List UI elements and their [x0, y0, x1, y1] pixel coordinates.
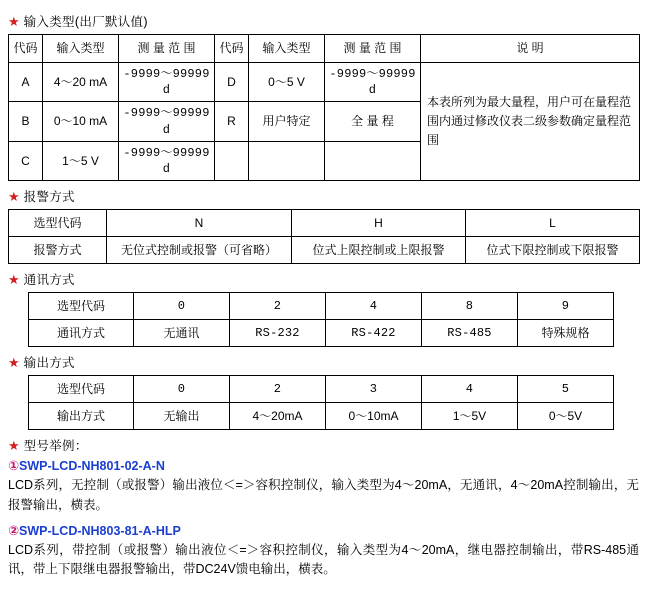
table-comm-mode: [28, 292, 614, 347]
cell-range-r: 全 量 程: [325, 102, 421, 141]
section-title-input-type: 输入类型(出厂默认值): [23, 15, 148, 29]
cell-code-b: B: [9, 102, 43, 141]
table-input-type: [8, 34, 640, 181]
cell-comm-2: RS-232: [230, 320, 326, 347]
section-title-output-mode: 输出方式: [23, 356, 75, 371]
cell-note: 本表所列为最大量程，用户可在量程范围内通过修改仪表二级参数确定量程范围: [421, 63, 640, 181]
cell-type-c: 1～5 V: [43, 141, 119, 180]
label-comm-mode: 通讯方式: [29, 320, 134, 347]
example-model-line-2: [8, 523, 641, 539]
table-row: [29, 293, 614, 320]
cell-alarm-n: 无位式控制或报警（可省略）: [107, 237, 292, 264]
table-alarm-mode: [8, 209, 640, 264]
cell-code-2: 2: [230, 293, 326, 320]
label-alarm-mode: 报警方式: [9, 237, 107, 264]
example-model-line-1: [8, 458, 641, 474]
cell-code-0: 0: [134, 376, 230, 403]
example-model-number-1: SWP-LCD-NH801-02-A-N: [19, 459, 165, 474]
cell-output-5: 0～5V: [518, 403, 614, 430]
table-header-row: [9, 35, 640, 63]
th-range-2: 测 量 范 围: [325, 35, 421, 63]
cell-range-d: -9999～99999d: [325, 63, 421, 102]
section-header-alarm-mode: [8, 187, 641, 205]
section-header-examples: [8, 436, 641, 454]
table-row: [9, 63, 640, 102]
table-row: [9, 210, 640, 237]
cell-empty-2: [249, 141, 325, 180]
cell-code-2: 2: [230, 376, 326, 403]
cell-type-b: 0～10 mA: [43, 102, 119, 141]
star-icon: ★: [8, 13, 20, 29]
star-icon: ★: [8, 437, 20, 453]
cell-output-3: 0～10mA: [326, 403, 422, 430]
star-icon: ★: [8, 271, 20, 287]
cell-code-4: 4: [422, 376, 518, 403]
cell-comm-4: RS-422: [326, 320, 422, 347]
section-header-comm-mode: [8, 270, 641, 288]
star-icon: ★: [8, 188, 20, 204]
label-select-code: 选型代码: [29, 293, 134, 320]
example-marker-1: ①: [8, 458, 20, 474]
cell-output-0: 无输出: [134, 403, 230, 430]
cell-range-a: -9999～99999d: [119, 63, 215, 102]
cell-code-4: 4: [326, 293, 422, 320]
section-title-alarm-mode: 报警方式: [23, 190, 75, 205]
cell-code-c: C: [9, 141, 43, 180]
table-row: [29, 403, 614, 430]
th-input-type-2: 输入类型: [249, 35, 325, 63]
section-header-input-type: [8, 12, 641, 30]
cell-code-r: R: [215, 102, 249, 141]
th-input-type-1: 输入类型: [43, 35, 119, 63]
cell-code-n: N: [107, 210, 292, 237]
section-title-comm-mode: 通讯方式: [23, 273, 75, 288]
cell-empty-3: [325, 141, 421, 180]
cell-code-0: 0: [134, 293, 230, 320]
cell-empty-1: [215, 141, 249, 180]
label-output-mode: 输出方式: [29, 403, 134, 430]
cell-code-8: 8: [422, 293, 518, 320]
star-icon: ★: [8, 354, 20, 370]
th-range-1: 测 量 范 围: [119, 35, 215, 63]
cell-code-a: A: [9, 63, 43, 102]
cell-code-d: D: [215, 63, 249, 102]
example-model-number-2: SWP-LCD-NH803-81-A-HLP: [19, 523, 181, 538]
cell-code-3: 3: [326, 376, 422, 403]
cell-code-9: 9: [518, 293, 614, 320]
cell-code-h: H: [292, 210, 466, 237]
th-note: 说 明: [421, 35, 640, 63]
table-output-mode: [28, 375, 614, 430]
cell-comm-0: 无通讯: [134, 320, 230, 347]
cell-code-5: 5: [518, 376, 614, 403]
example-marker-2: ②: [8, 522, 20, 538]
label-select-code: 选型代码: [29, 376, 134, 403]
cell-alarm-h: 位式上限控制或上限报警: [292, 237, 466, 264]
cell-output-4: 1～5V: [422, 403, 518, 430]
cell-range-c: -9999～99999d: [119, 141, 215, 180]
th-code-2: 代码: [215, 35, 249, 63]
section-title-examples: 型号举例：: [23, 439, 88, 454]
section-header-output-mode: [8, 353, 641, 371]
cell-output-2: 4～20mA: [230, 403, 326, 430]
th-code-1: 代码: [9, 35, 43, 63]
cell-type-a: 4～20 mA: [43, 63, 119, 102]
table-row: [29, 320, 614, 347]
table-row: [9, 237, 640, 264]
cell-type-r: 用户特定: [249, 102, 325, 141]
example-description-2: LCD系列，带控制（或报警）输出液位＜=＞容积控制仪，输入类型为4～20mA，继电器控制输出，带RS-485通讯，带上下限继电器报警输出，带DC24V馈电输出，横表。: [8, 542, 639, 577]
label-select-code: 选型代码: [9, 210, 107, 237]
cell-alarm-l: 位式下限控制或下限报警: [466, 237, 640, 264]
cell-code-l: L: [466, 210, 640, 237]
example-description-1: LCD系列，无控制（或报警）输出液位＜=＞容积控制仪，输入类型为4～20mA，无通讯，4～20mA控制输出，无报警输出，横表。: [8, 478, 639, 512]
cell-comm-9: 特殊规格: [518, 320, 614, 347]
cell-range-b: -9999～99999d: [119, 102, 215, 141]
table-row: [29, 376, 614, 403]
cell-comm-8: RS-485: [422, 320, 518, 347]
cell-type-d: 0～5 V: [249, 63, 325, 102]
